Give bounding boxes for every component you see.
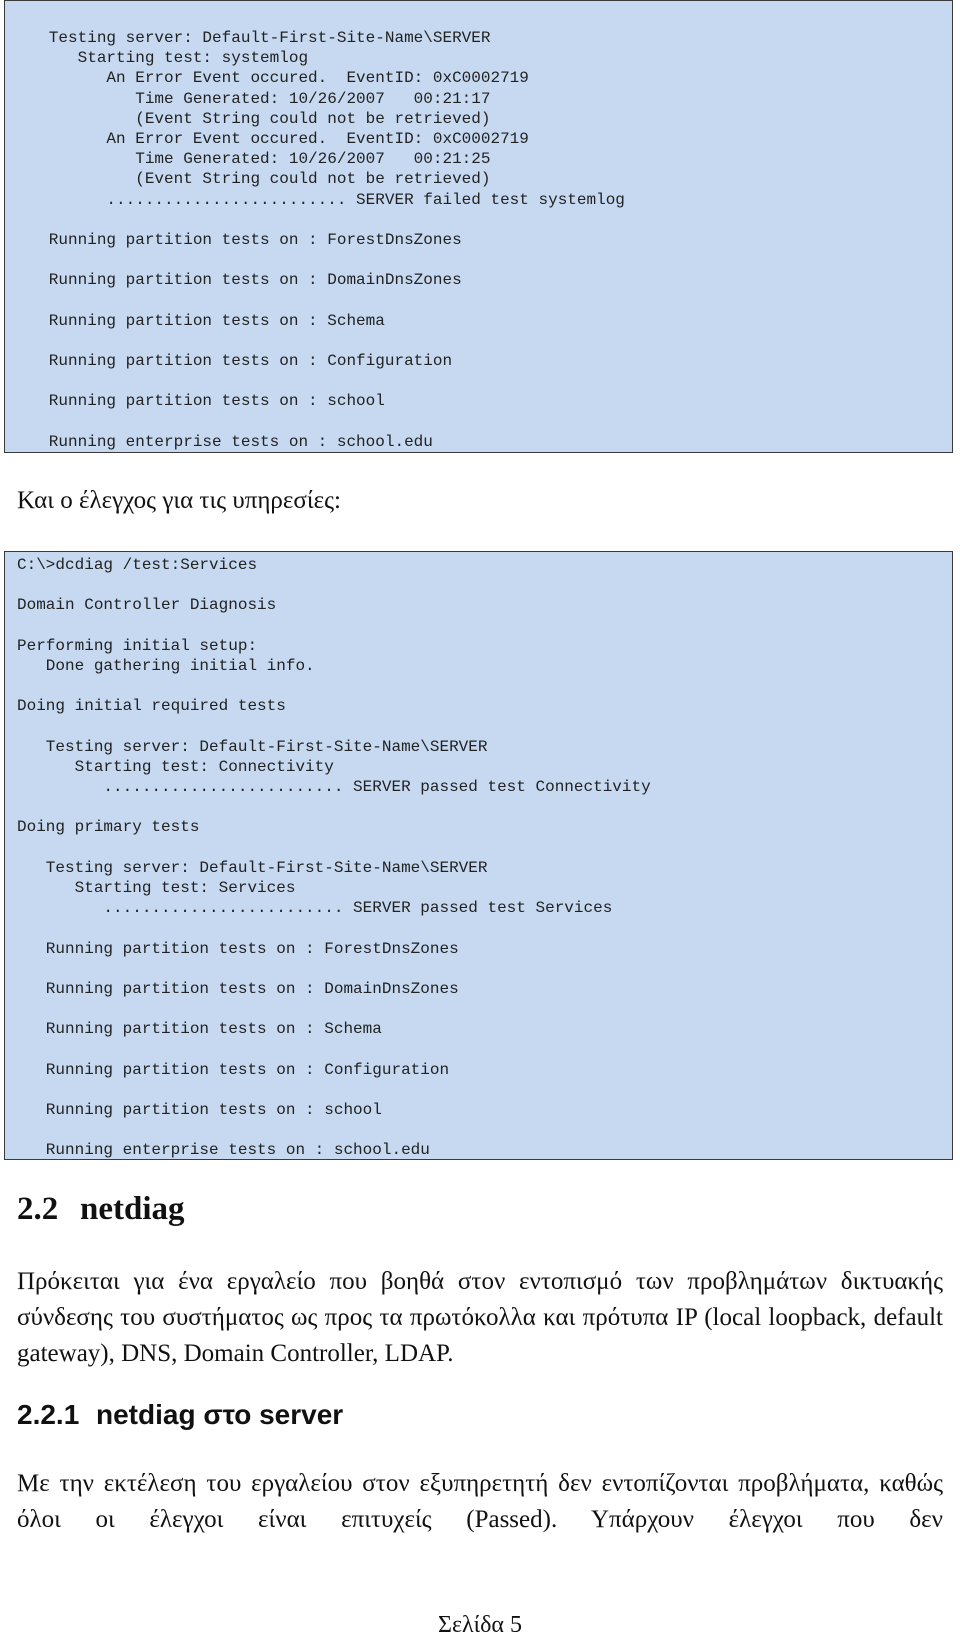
code-line [20, 250, 625, 270]
code-line [17, 797, 651, 817]
code-line: Running partition tests on : DomainDnsZones [20, 271, 462, 290]
code-line: Running partition tests on : Configuration [20, 352, 453, 370]
code-line: Testing server: Default-First-Site-Name\SERVER [20, 29, 491, 47]
code-block-services-text [17, 555, 651, 1160]
code-line: Starting test: Services [17, 879, 296, 897]
code-line [17, 918, 651, 938]
code-line: An Error Event occured. EventID: 0xC0002719 [20, 129, 529, 148]
code-line: (Event String could not be retrieved) [20, 170, 491, 189]
code-line: Done gathering initial info. [17, 656, 315, 675]
code-line [20, 210, 625, 230]
code-line [17, 616, 651, 636]
subsection-heading [17, 1399, 343, 1431]
code-line: C:\>dcdiag /test:Services [17, 556, 258, 574]
code-line: Doing initial required tests [17, 697, 286, 716]
section-heading [17, 1191, 185, 1228]
code-line: Domain Controller Diagnosis [17, 596, 277, 615]
code-line [17, 999, 651, 1019]
code-block-systemlog-text [20, 28, 625, 452]
code-line: Running enterprise tests on : school.edu [17, 1141, 430, 1160]
code-line: ......................... SERVER passed test Connectivity [17, 778, 651, 797]
code-line: Time Generated: 10/26/2007 00:21:25 [20, 150, 491, 169]
code-line: Starting test: systemlog [20, 49, 309, 68]
code-line [20, 371, 625, 391]
code-line: Running enterprise tests on : school.edu [20, 432, 433, 451]
section-title: netdiag [80, 1191, 185, 1227]
subsection-paragraph: Με την εκτέλεση του εργαλείου στον εξυπηρετητή δεν εντοπίζονται προβλήματα, καθώς όλοι οι έλεγχοι είναι επιτυχείς (Passed). Υπάρχουν έλεγχοι που δεν [17, 1470, 943, 1533]
code-line [17, 838, 651, 858]
code-block-systemlog [4, 0, 953, 453]
code-line [17, 959, 651, 979]
code-line: An Error Event occured. EventID: 0xC0002719 [20, 69, 529, 88]
code-line [17, 717, 651, 737]
code-line [17, 1040, 651, 1060]
code-line: Testing server: Default-First-Site-Name\SERVER [17, 737, 488, 756]
page-number: Σελίδα 5 [437, 1612, 523, 1638]
code-line: Starting test: Connectivity [17, 757, 334, 776]
section-paragraph: Πρόκειται για ένα εργαλείο που βοηθά στον εντοπισμό των προβλημάτων δικτυακής σύνδεσης του συστήματος ως προς τα πρωτόκολλα και πρότυπα IP (local loopback, default gateway), DNS, Domain Controller, LDAP. [17, 1268, 943, 1367]
code-line [20, 331, 625, 351]
code-line [20, 290, 625, 310]
code-line: Doing primary tests [17, 818, 200, 837]
code-line: Running partition tests on : ForestDnsZones [20, 230, 462, 249]
code-line: Running partition tests on : Schema [20, 311, 385, 330]
code-line: Running partition tests on : ForestDnsZones [17, 939, 459, 958]
subsection-number: 2.2.1 [17, 1399, 80, 1430]
code-line [20, 412, 625, 432]
code-line [17, 1080, 651, 1100]
code-line: ......................... SERVER passed test Services [17, 899, 613, 918]
section-number: 2.2 [17, 1191, 59, 1227]
code-line: Running partition tests on : school [17, 1101, 382, 1120]
code-line [17, 676, 651, 696]
code-line: Running partition tests on : school [20, 392, 385, 411]
code-line [17, 1120, 651, 1140]
code-line: Running partition tests on : Schema [17, 1020, 382, 1039]
code-line: Performing initial setup: [17, 636, 258, 655]
code-block-services [4, 551, 953, 1160]
code-line: ......................... SERVER failed test systemlog [20, 190, 625, 209]
code-line: Running partition tests on : DomainDnsZones [17, 979, 459, 998]
code-line [17, 575, 651, 595]
subsection-title: netdiag στο server [96, 1399, 344, 1430]
code-line: Running partition tests on : Configuration [17, 1060, 450, 1079]
code-line: (Event String could not be retrieved) [20, 109, 491, 128]
code-line: Time Generated: 10/26/2007 00:21:17 [20, 89, 491, 108]
intro-text: Και ο έλεγχος για τις υπηρεσίες: [17, 487, 341, 514]
code-line: Testing server: Default-First-Site-Name\SERVER [17, 858, 488, 877]
